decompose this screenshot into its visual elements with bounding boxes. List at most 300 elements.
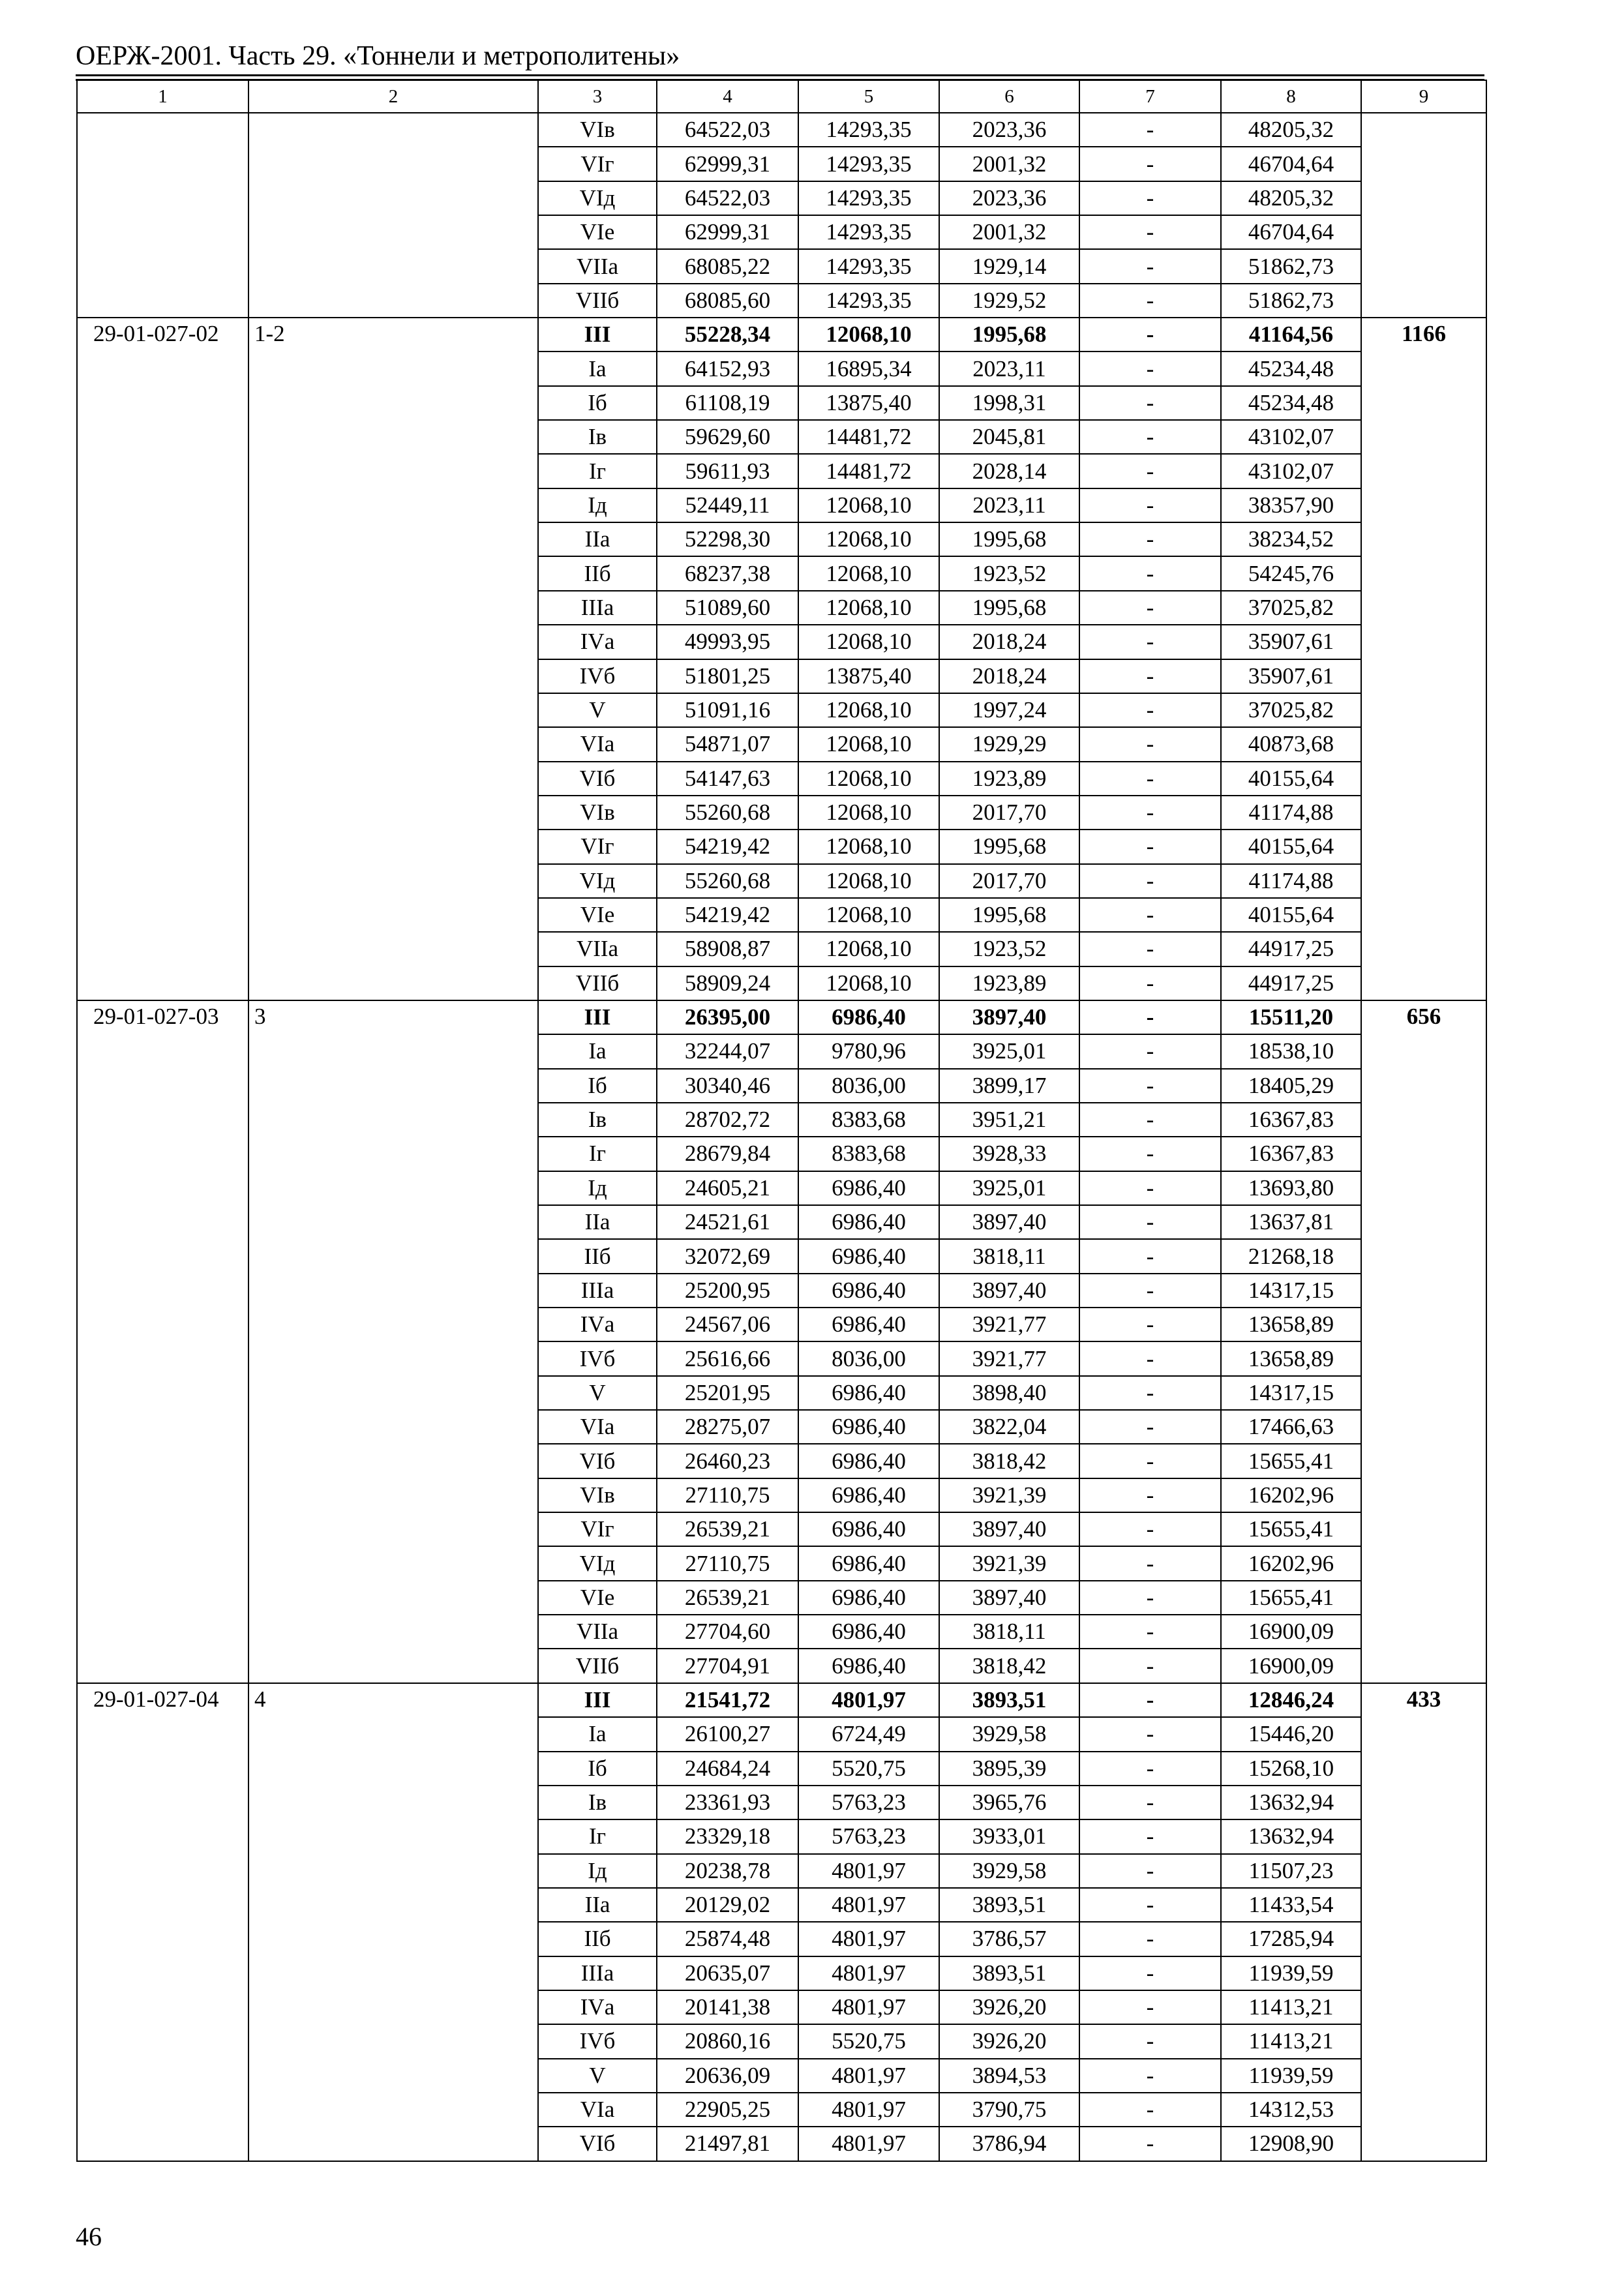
table-cell: 3929,58 bbox=[939, 1717, 1079, 1751]
table-cell: 24684,24 bbox=[657, 1752, 798, 1786]
column-9-value-cell bbox=[1361, 113, 1486, 318]
table-cell: - bbox=[1079, 966, 1221, 1000]
table-cell: - bbox=[1079, 727, 1221, 761]
table-cell: 1998,31 bbox=[939, 386, 1079, 420]
table-cell: 11413,21 bbox=[1221, 2024, 1361, 2058]
table-cell: 44917,25 bbox=[1221, 966, 1361, 1000]
table-cell: 26539,21 bbox=[657, 1512, 798, 1546]
table-cell: 18538,10 bbox=[1221, 1034, 1361, 1068]
table-cell: - bbox=[1079, 556, 1221, 590]
table-cell: - bbox=[1079, 420, 1221, 454]
table-cell: VIд bbox=[538, 864, 657, 898]
table-cell: 6724,49 bbox=[798, 1717, 939, 1751]
table-cell: - bbox=[1079, 1581, 1221, 1615]
table-cell: 3894,53 bbox=[939, 2059, 1079, 2093]
table-cell: - bbox=[1079, 1854, 1221, 1888]
table-cell: 64522,03 bbox=[657, 113, 798, 147]
table-cell: - bbox=[1079, 1649, 1221, 1683]
rate-code-cell: 29-01-027-02 bbox=[77, 318, 248, 1000]
table-cell: 12068,10 bbox=[798, 932, 939, 966]
table-cell: 12068,10 bbox=[798, 796, 939, 830]
table-cell: Iв bbox=[538, 1786, 657, 1819]
table-cell: VIIа bbox=[538, 1615, 657, 1649]
table-cell: 12068,10 bbox=[798, 318, 939, 352]
table-cell: - bbox=[1079, 1819, 1221, 1853]
table-cell: 20141,38 bbox=[657, 1990, 798, 2024]
table-cell: 41174,88 bbox=[1221, 796, 1361, 830]
table-cell: 14481,72 bbox=[798, 420, 939, 454]
rate-code-cell: 29-01-027-03 bbox=[77, 1000, 248, 1683]
table-cell: Iг bbox=[538, 1137, 657, 1171]
table-cell: 2023,36 bbox=[939, 181, 1079, 215]
table-cell: 12068,10 bbox=[798, 898, 939, 932]
table-cell: 3822,04 bbox=[939, 1410, 1079, 1444]
table-cell: VIв bbox=[538, 796, 657, 830]
table-cell: 11433,54 bbox=[1221, 1888, 1361, 1922]
table-cell: 12068,10 bbox=[798, 488, 939, 522]
table-cell: 12068,10 bbox=[798, 522, 939, 556]
table-cell: 5520,75 bbox=[798, 1752, 939, 1786]
table-cell: VIб bbox=[538, 1444, 657, 1478]
table-cell: VIг bbox=[538, 830, 657, 863]
table-cell: 2017,70 bbox=[939, 796, 1079, 830]
table-cell: 59629,60 bbox=[657, 420, 798, 454]
table-cell: 3898,40 bbox=[939, 1376, 1079, 1410]
table-cell: 13693,80 bbox=[1221, 1171, 1361, 1205]
table-cell: 2023,11 bbox=[939, 488, 1079, 522]
table-cell: 25616,66 bbox=[657, 1341, 798, 1375]
table-cell: 12068,10 bbox=[798, 864, 939, 898]
table-cell: 4801,97 bbox=[798, 2093, 939, 2127]
table-cell: VIа bbox=[538, 1410, 657, 1444]
table-cell: VIг bbox=[538, 147, 657, 181]
table-cell: 6986,40 bbox=[798, 1581, 939, 1615]
table-cell: IIа bbox=[538, 1205, 657, 1239]
table-cell: 12068,10 bbox=[798, 591, 939, 625]
rate-code-cell: 29-01-027-04 bbox=[77, 1683, 248, 2161]
table-cell: - bbox=[1079, 1137, 1221, 1171]
table-cell: 5763,23 bbox=[798, 1786, 939, 1819]
table-row bbox=[77, 318, 1486, 352]
table-cell: 16367,83 bbox=[1221, 1103, 1361, 1137]
column-header: 5 bbox=[798, 80, 939, 113]
table-cell: 44917,25 bbox=[1221, 932, 1361, 966]
table-cell: 6986,40 bbox=[798, 1444, 939, 1478]
table-cell: - bbox=[1079, 386, 1221, 420]
table-cell: 1923,89 bbox=[939, 966, 1079, 1000]
table-cell: - bbox=[1079, 1103, 1221, 1137]
table-cell: - bbox=[1079, 932, 1221, 966]
table-cell: IVа bbox=[538, 625, 657, 659]
table-cell: 8036,00 bbox=[798, 1069, 939, 1103]
table-cell: 26460,23 bbox=[657, 1444, 798, 1478]
table-cell: 46704,64 bbox=[1221, 215, 1361, 249]
table-cell: IVб bbox=[538, 659, 657, 693]
table-cell: 25200,95 bbox=[657, 1274, 798, 1308]
table-cell: 16900,09 bbox=[1221, 1649, 1361, 1683]
table-cell: 3897,40 bbox=[939, 1205, 1079, 1239]
table-cell: - bbox=[1079, 488, 1221, 522]
table-cell: - bbox=[1079, 2024, 1221, 2058]
table-cell: 1995,68 bbox=[939, 318, 1079, 352]
table-cell: 6986,40 bbox=[798, 1615, 939, 1649]
table-cell: 38357,90 bbox=[1221, 488, 1361, 522]
table-cell: 14293,35 bbox=[798, 113, 939, 147]
table-cell: 4801,97 bbox=[798, 1990, 939, 2024]
table-cell: 21268,18 bbox=[1221, 1239, 1361, 1273]
table-cell: 3926,20 bbox=[939, 1990, 1079, 2024]
table-cell: 14293,35 bbox=[798, 147, 939, 181]
table-cell: 45234,48 bbox=[1221, 386, 1361, 420]
table-cell: VIIа bbox=[538, 249, 657, 283]
table-cell: 3925,01 bbox=[939, 1034, 1079, 1068]
table-cell: 2001,32 bbox=[939, 215, 1079, 249]
table-cell: 20636,09 bbox=[657, 2059, 798, 2093]
table-cell: 2018,24 bbox=[939, 659, 1079, 693]
table-cell: - bbox=[1079, 1171, 1221, 1205]
table-cell: 58908,87 bbox=[657, 932, 798, 966]
table-cell: 14317,15 bbox=[1221, 1274, 1361, 1308]
table-cell: 15268,10 bbox=[1221, 1752, 1361, 1786]
table-cell: IIб bbox=[538, 556, 657, 590]
table-cell: 4801,97 bbox=[798, 2127, 939, 2161]
table-cell: IIIа bbox=[538, 1274, 657, 1308]
work-number-cell: 4 bbox=[248, 1683, 538, 2161]
table-cell: - bbox=[1079, 762, 1221, 796]
price-table bbox=[76, 80, 1487, 2162]
table-cell: 3928,33 bbox=[939, 1137, 1079, 1171]
table-cell: IIа bbox=[538, 522, 657, 556]
table-cell: IVб bbox=[538, 1341, 657, 1375]
table-cell: 25201,95 bbox=[657, 1376, 798, 1410]
table-cell: - bbox=[1079, 1410, 1221, 1444]
table-cell: 51862,73 bbox=[1221, 284, 1361, 318]
table-cell: 64152,93 bbox=[657, 352, 798, 385]
table-cell: 3786,94 bbox=[939, 2127, 1079, 2161]
table-cell: IIб bbox=[538, 1922, 657, 1956]
table-cell: - bbox=[1079, 454, 1221, 488]
table-cell: 30340,46 bbox=[657, 1069, 798, 1103]
table-cell: 3921,77 bbox=[939, 1308, 1079, 1341]
column-header: 3 bbox=[538, 80, 657, 113]
table-cell: 1929,14 bbox=[939, 249, 1079, 283]
table-cell: 12068,10 bbox=[798, 762, 939, 796]
table-cell: Iб bbox=[538, 1752, 657, 1786]
table-cell: 11939,59 bbox=[1221, 1956, 1361, 1990]
table-cell: 3786,57 bbox=[939, 1922, 1079, 1956]
table-cell: - bbox=[1079, 898, 1221, 932]
table-cell: 6986,40 bbox=[798, 1171, 939, 1205]
table-cell: 27704,60 bbox=[657, 1615, 798, 1649]
table-cell: - bbox=[1079, 1069, 1221, 1103]
table-cell: 41174,88 bbox=[1221, 864, 1361, 898]
table-cell: - bbox=[1079, 1000, 1221, 1034]
table-cell: 6986,40 bbox=[798, 1546, 939, 1580]
column-header: 2 bbox=[248, 80, 538, 113]
table-cell: 20238,78 bbox=[657, 1854, 798, 1888]
table-cell: 1923,52 bbox=[939, 932, 1079, 966]
table-cell: IIIа bbox=[538, 591, 657, 625]
table-cell: Iд bbox=[538, 1171, 657, 1205]
table-cell: 59611,93 bbox=[657, 454, 798, 488]
table-cell: 8036,00 bbox=[798, 1341, 939, 1375]
table-cell: 35907,61 bbox=[1221, 625, 1361, 659]
table-cell: 8383,68 bbox=[798, 1137, 939, 1171]
table-cell: Iа bbox=[538, 1717, 657, 1751]
table-cell: 12908,90 bbox=[1221, 2127, 1361, 2161]
table-cell: V bbox=[538, 693, 657, 727]
table-cell: 16895,34 bbox=[798, 352, 939, 385]
table-cell: - bbox=[1079, 625, 1221, 659]
column-header: 4 bbox=[657, 80, 798, 113]
table-cell: 26100,27 bbox=[657, 1717, 798, 1751]
table-cell: VIе bbox=[538, 1581, 657, 1615]
table-cell: 1995,68 bbox=[939, 830, 1079, 863]
table-cell: 68085,22 bbox=[657, 249, 798, 283]
table-cell: - bbox=[1079, 1512, 1221, 1546]
table-cell: Iв bbox=[538, 1103, 657, 1137]
table-cell: - bbox=[1079, 693, 1221, 727]
table-cell: 37025,82 bbox=[1221, 591, 1361, 625]
table-cell: 3921,39 bbox=[939, 1546, 1079, 1580]
table-cell: VIв bbox=[538, 113, 657, 147]
table-row bbox=[77, 1000, 1486, 1034]
table-cell: 4801,97 bbox=[798, 1922, 939, 1956]
table-cell: 1995,68 bbox=[939, 898, 1079, 932]
table-cell: 20129,02 bbox=[657, 1888, 798, 1922]
table-cell: 55260,68 bbox=[657, 864, 798, 898]
table-cell: 3893,51 bbox=[939, 1888, 1079, 1922]
table-cell: - bbox=[1079, 352, 1221, 385]
table-cell: 17285,94 bbox=[1221, 1922, 1361, 1956]
table-cell: VIд bbox=[538, 181, 657, 215]
table-cell: 3933,01 bbox=[939, 1819, 1079, 1853]
table-cell: - bbox=[1079, 1546, 1221, 1580]
table-cell: - bbox=[1079, 522, 1221, 556]
table-cell: 14293,35 bbox=[798, 284, 939, 318]
table-cell: Iа bbox=[538, 1034, 657, 1068]
table-cell: 3893,51 bbox=[939, 1956, 1079, 1990]
table-cell: 3899,17 bbox=[939, 1069, 1079, 1103]
table-cell: 2045,81 bbox=[939, 420, 1079, 454]
column-9-value-cell: 656 bbox=[1361, 1000, 1486, 1683]
table-cell: 28275,07 bbox=[657, 1410, 798, 1444]
table-cell: 3790,75 bbox=[939, 2093, 1079, 2127]
table-cell: 2028,14 bbox=[939, 454, 1079, 488]
table-cell: - bbox=[1079, 830, 1221, 863]
table-cell: - bbox=[1079, 147, 1221, 181]
table-cell: - bbox=[1079, 1034, 1221, 1068]
table-cell: 4801,97 bbox=[798, 1888, 939, 1922]
table-cell: 6986,40 bbox=[798, 1478, 939, 1512]
table-cell: 55228,34 bbox=[657, 318, 798, 352]
table-cell: 54871,07 bbox=[657, 727, 798, 761]
table-cell: 2001,32 bbox=[939, 147, 1079, 181]
table-cell: - bbox=[1079, 1308, 1221, 1341]
table-row bbox=[77, 113, 1486, 147]
table-cell: 61108,19 bbox=[657, 386, 798, 420]
column-header: 8 bbox=[1221, 80, 1361, 113]
table-cell: 3921,39 bbox=[939, 1478, 1079, 1512]
table-cell: 6986,40 bbox=[798, 1410, 939, 1444]
table-cell: - bbox=[1079, 1683, 1221, 1717]
table-cell: - bbox=[1079, 796, 1221, 830]
table-cell: VIIб bbox=[538, 966, 657, 1000]
table-cell: 40155,64 bbox=[1221, 830, 1361, 863]
table-cell: 14481,72 bbox=[798, 454, 939, 488]
table-cell: 40873,68 bbox=[1221, 727, 1361, 761]
table-cell: 12068,10 bbox=[798, 966, 939, 1000]
table-cell: 4801,97 bbox=[798, 1854, 939, 1888]
table-cell: 51091,16 bbox=[657, 693, 798, 727]
table-cell: 22905,25 bbox=[657, 2093, 798, 2127]
table-cell: VIе bbox=[538, 898, 657, 932]
table-cell: - bbox=[1079, 1341, 1221, 1375]
table-cell: 2018,24 bbox=[939, 625, 1079, 659]
table-cell: 1997,24 bbox=[939, 693, 1079, 727]
table-cell: 3893,51 bbox=[939, 1683, 1079, 1717]
table-cell: 68237,38 bbox=[657, 556, 798, 590]
table-cell: 3897,40 bbox=[939, 1274, 1079, 1308]
table-cell: 6986,40 bbox=[798, 1239, 939, 1273]
table-cell: 5763,23 bbox=[798, 1819, 939, 1853]
work-number-cell: 3 bbox=[248, 1000, 538, 1683]
page-title: ОЕРЖ-2001. Часть 29. «Тоннели и метрополитены» bbox=[76, 41, 680, 71]
table-cell: 21541,72 bbox=[657, 1683, 798, 1717]
table-cell: 24567,06 bbox=[657, 1308, 798, 1341]
table-cell: Iд bbox=[538, 1854, 657, 1888]
table-cell: 6986,40 bbox=[798, 1000, 939, 1034]
table-cell: Iб bbox=[538, 386, 657, 420]
table-cell: 1995,68 bbox=[939, 591, 1079, 625]
table-cell: - bbox=[1079, 2093, 1221, 2127]
work-number-cell: 1-2 bbox=[248, 318, 538, 1000]
table-cell: VIб bbox=[538, 2127, 657, 2161]
table-cell: IVа bbox=[538, 1990, 657, 2024]
table-cell: 23361,93 bbox=[657, 1786, 798, 1819]
column-header: 9 bbox=[1361, 80, 1486, 113]
work-number-cell bbox=[248, 113, 538, 318]
table-cell: 14293,35 bbox=[798, 181, 939, 215]
table-cell: - bbox=[1079, 249, 1221, 283]
table-cell: Iб bbox=[538, 1069, 657, 1103]
table-cell: 6986,40 bbox=[798, 1308, 939, 1341]
table-cell: 20635,07 bbox=[657, 1956, 798, 1990]
table-cell: 1923,52 bbox=[939, 556, 1079, 590]
table-cell: IIа bbox=[538, 1888, 657, 1922]
table-cell: 48205,32 bbox=[1221, 113, 1361, 147]
table-cell: 54219,42 bbox=[657, 898, 798, 932]
table-cell: 16900,09 bbox=[1221, 1615, 1361, 1649]
table-cell: 11939,59 bbox=[1221, 2059, 1361, 2093]
table-cell: 3965,76 bbox=[939, 1786, 1079, 1819]
table-cell: - bbox=[1079, 1752, 1221, 1786]
table-cell: VIа bbox=[538, 2093, 657, 2127]
table-cell: IVа bbox=[538, 1308, 657, 1341]
table-cell: 4801,97 bbox=[798, 1956, 939, 1990]
table-cell: 3929,58 bbox=[939, 1854, 1079, 1888]
table-cell: 13632,94 bbox=[1221, 1786, 1361, 1819]
table-cell: 6986,40 bbox=[798, 1274, 939, 1308]
table-cell: 25874,48 bbox=[657, 1922, 798, 1956]
table-cell: 14317,15 bbox=[1221, 1376, 1361, 1410]
table-cell: 15446,20 bbox=[1221, 1717, 1361, 1751]
table-cell: 13875,40 bbox=[798, 386, 939, 420]
table-cell: 12068,10 bbox=[798, 693, 939, 727]
table-cell: 6986,40 bbox=[798, 1512, 939, 1546]
table-cell: 18405,29 bbox=[1221, 1069, 1361, 1103]
table-cell: 46704,64 bbox=[1221, 147, 1361, 181]
table-cell: - bbox=[1079, 1376, 1221, 1410]
table-cell: 13637,81 bbox=[1221, 1205, 1361, 1239]
table-cell: 3818,11 bbox=[939, 1239, 1079, 1273]
table-cell: 8383,68 bbox=[798, 1103, 939, 1137]
table-cell: - bbox=[1079, 659, 1221, 693]
table-cell: 41164,56 bbox=[1221, 318, 1361, 352]
table-cell: IIб bbox=[538, 1239, 657, 1273]
table-cell: 3818,42 bbox=[939, 1649, 1079, 1683]
table-cell: 32244,07 bbox=[657, 1034, 798, 1068]
table-cell: Iв bbox=[538, 420, 657, 454]
table-cell: III bbox=[538, 1683, 657, 1717]
table-cell: - bbox=[1079, 1922, 1221, 1956]
table-cell: - bbox=[1079, 1444, 1221, 1478]
table-cell: 26539,21 bbox=[657, 1581, 798, 1615]
table-cell: 40155,64 bbox=[1221, 762, 1361, 796]
table-cell: 43102,07 bbox=[1221, 420, 1361, 454]
table-cell: VIб bbox=[538, 762, 657, 796]
table-cell: 12068,10 bbox=[798, 727, 939, 761]
table-cell: - bbox=[1079, 1786, 1221, 1819]
table-cell: - bbox=[1079, 2127, 1221, 2161]
table-cell: 54219,42 bbox=[657, 830, 798, 863]
table-cell: 2023,11 bbox=[939, 352, 1079, 385]
table-cell: 62999,31 bbox=[657, 215, 798, 249]
table-cell: 2017,70 bbox=[939, 864, 1079, 898]
table-cell: III bbox=[538, 318, 657, 352]
table-cell: - bbox=[1079, 591, 1221, 625]
table-cell: 14293,35 bbox=[798, 249, 939, 283]
table-cell: VIIб bbox=[538, 284, 657, 318]
table-cell: 15655,41 bbox=[1221, 1444, 1361, 1478]
table-cell: 3926,20 bbox=[939, 2024, 1079, 2058]
table-cell: 49993,95 bbox=[657, 625, 798, 659]
table-cell: 52449,11 bbox=[657, 488, 798, 522]
table-cell: - bbox=[1079, 1274, 1221, 1308]
table-cell: VIIа bbox=[538, 932, 657, 966]
table-cell: VIа bbox=[538, 727, 657, 761]
table-cell: 15511,20 bbox=[1221, 1000, 1361, 1034]
column-9-value-cell: 1166 bbox=[1361, 318, 1486, 1000]
table-cell: 17466,63 bbox=[1221, 1410, 1361, 1444]
table-cell: 12068,10 bbox=[798, 556, 939, 590]
table-cell: 55260,68 bbox=[657, 796, 798, 830]
table-cell: 13658,89 bbox=[1221, 1308, 1361, 1341]
table-cell: 51862,73 bbox=[1221, 249, 1361, 283]
table-cell: 20860,16 bbox=[657, 2024, 798, 2058]
table-cell: 12846,24 bbox=[1221, 1683, 1361, 1717]
table-cell: 52298,30 bbox=[657, 522, 798, 556]
table-cell: - bbox=[1079, 1956, 1221, 1990]
table-cell: VIд bbox=[538, 1546, 657, 1580]
table-cell: 12068,10 bbox=[798, 830, 939, 863]
table-cell: 28679,84 bbox=[657, 1137, 798, 1171]
table-cell: 64522,03 bbox=[657, 181, 798, 215]
table-cell: 3895,39 bbox=[939, 1752, 1079, 1786]
table-cell: 58909,24 bbox=[657, 966, 798, 1000]
table-cell: 3897,40 bbox=[939, 1000, 1079, 1034]
table-cell: 28702,72 bbox=[657, 1103, 798, 1137]
